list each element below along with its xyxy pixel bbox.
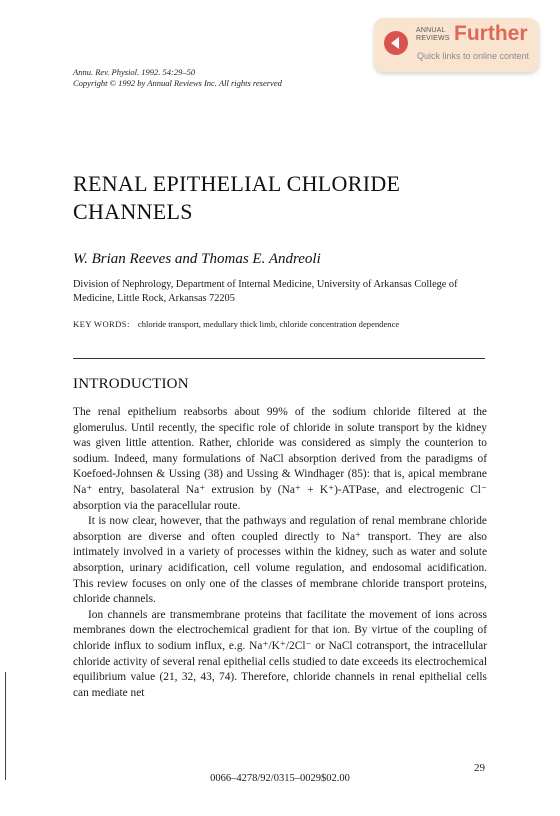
further-label: Further bbox=[454, 22, 528, 45]
journal-citation: Annu. Rev. Physiol. 1992. 54:29–50 bbox=[73, 67, 196, 77]
play-arrow-icon bbox=[384, 31, 408, 55]
paragraph-3: Ion channels are transmembrane proteins that facilitate the movement of ions across membranes down the electrochemical gradient for that ion. By virtue of the coupling of chloride influx to sodium influx, e.g. Na⁺/K⁺/2Cl⁻ or NaCl cotransport, the intracellular chloride activity of several renal epithelial cells studied to date exceeds its electrochemical equilibrium value (21, 32, 43, 74). Therefore, chloride channels in renal epithelial cells can mediate net bbox=[73, 608, 487, 699]
paragraph-2: It is now clear, however, that the pathways and regulation of renal membrane chloride absorption are diverse and often coupled directly to Na⁺ transport. They are also intimately involved in a variety of processes within the kidney, such as water and solute absorption, urinary acidification, cell volume regulation, and endosomal acidification. This review focuses on only one of the classes of membrane chloride transport proteins, chloride channels. bbox=[73, 515, 487, 606]
article-authors: W. Brian Reeves and Thomas E. Andreoli bbox=[73, 251, 321, 267]
page-number: 29 bbox=[474, 762, 485, 774]
section-divider bbox=[73, 358, 485, 359]
author-affiliation: Division of Nephrology, Department of Internal Medicine, University of Arkansas College of Medicine, Little Rock, Arkansas 72205 bbox=[73, 279, 458, 304]
brand-line-2: REVIEWS bbox=[416, 35, 450, 42]
paragraph-1: The renal epithelium reabsorbs about 99% of the sodium chloride filtered at the glomerulus. Until recently, the specific role of chloride in solute transport by the kidney was given little attention. Rather, chloride was considered as simply the counterion to sodium. Indeed, many formulations of NaCl absorption derived from the paradigms of Koefoed-Johnsen & Ussing (38) and Ussing & Windhager (85): that is, apical membrane Na⁺ entry, basolateral Na⁺ extrusion by (Na⁺ + K⁺)-ATPase, and electrogenic Cl⁻ absorption via the paracellular route. bbox=[73, 406, 487, 512]
body-text bbox=[73, 405, 487, 701]
keywords-label: KEY WORDS: bbox=[73, 319, 130, 329]
brand-line-1: ANNUAL bbox=[416, 27, 446, 34]
annual-reviews-logo-text bbox=[416, 27, 456, 43]
journal-header bbox=[73, 67, 282, 89]
section-heading: INTRODUCTION bbox=[73, 376, 189, 392]
keywords-list: chloride transport, medullary thick limb, chloride concentration dependence bbox=[137, 319, 400, 329]
margin-mark bbox=[5, 672, 6, 780]
badge-subtitle: Quick links to online content bbox=[417, 51, 530, 61]
footer-code: 0066–4278/92/0315–0029$02.00 bbox=[210, 773, 350, 784]
article-title: RENAL EPITHELIAL CHLORIDE CHANNELS bbox=[73, 171, 401, 224]
further-annual-reviews-badge[interactable] bbox=[374, 18, 539, 72]
copyright-line: Copyright © 1992 by Annual Reviews Inc. All rights reserved bbox=[73, 78, 282, 88]
keywords-line bbox=[73, 319, 493, 329]
